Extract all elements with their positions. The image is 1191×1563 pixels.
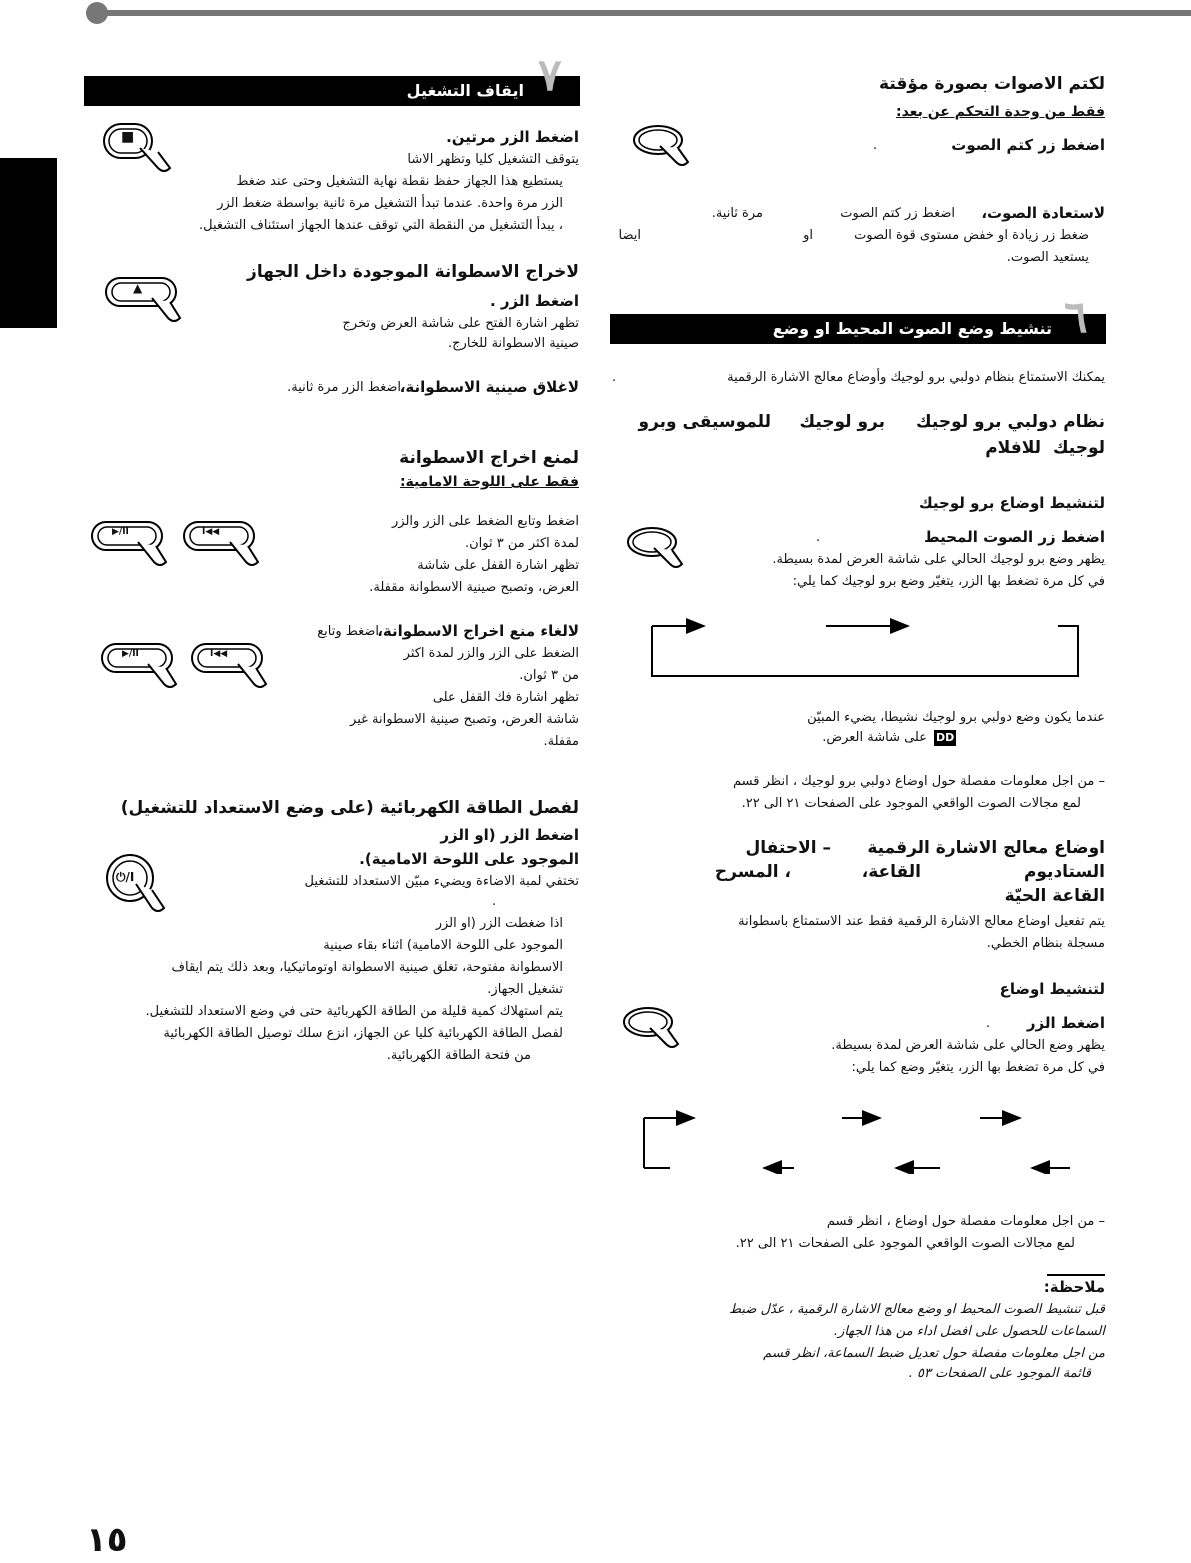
play-pause-icon: ▶/II — [112, 527, 129, 537]
dsp-line2: مسجلة بنظام الخطي. — [986, 936, 1105, 951]
sec6-intro-end: . — [612, 370, 617, 385]
eject-close-b: اضغط الزر مرة ثانية. — [287, 380, 401, 395]
top-rule — [100, 10, 1191, 16]
eject-line2: صينية الاسطوانة للخارج. — [448, 336, 579, 351]
power-finger-icon — [104, 852, 176, 924]
sec7-number: ٧ — [538, 50, 562, 101]
sec6-intro: يمكنك الاستمتاع بنظام دولبي برو لوجيك وأوضاع معالج الاشارة الرقمية — [727, 370, 1105, 385]
side-tab — [0, 158, 57, 328]
mute-remote-note: فقط من وحدة التحكم عن بعد: — [895, 104, 1105, 120]
dolby-title-1c: للموسيقى وبرو — [638, 412, 771, 432]
lock-cancel3: من ٣ ثوان. — [519, 668, 579, 683]
pl-cycle-diagram — [646, 616, 1086, 680]
eject-icon: ▲ — [133, 281, 143, 295]
pl-step-end: . — [816, 530, 821, 545]
stop-line2: يستطيع هذا الجهاز حفظ نقطة نهاية التشغيل وحتى عند ضغط — [236, 174, 563, 189]
power-step2: الموجود على اللوحة الامامية). — [359, 850, 579, 868]
pl-step: اضغط زر الصوت المحيط — [924, 528, 1105, 546]
prev-finger-icon-2 — [190, 642, 280, 698]
dsp-step-end: . — [986, 1016, 991, 1031]
mute-title: لكتم الاصوات بصورة مؤقتة — [879, 74, 1105, 94]
pl-line1: يظهر وضع برو لوجيك الحالي على شاشة العرض لمدة بسيطة. — [772, 552, 1105, 567]
eject-button — [104, 276, 194, 336]
stop-button — [102, 122, 182, 186]
note-line1: قبل تنشيط الصوت المحيط او وضع معالج الاشارة الرقمية ، عدّل ضبط — [729, 1302, 1105, 1317]
mute-step: اضغط زر كتم الصوت — [951, 136, 1105, 154]
dsp-button-icon — [620, 1004, 690, 1056]
stop-icon: ■ — [121, 129, 135, 145]
note-line3: من اجل معلومات مفصلة حول تعديل ضبط السماعة، انظر قسم — [763, 1346, 1105, 1361]
lock-cancel-b: اضغط وتابع — [317, 624, 379, 639]
pl-ref2: لمع مجالات الصوت الواقعي الموجود على الصفحات ٢١ الى ٢٢. — [741, 796, 1081, 811]
dsp-title-3: القاعة الحيّة — [1004, 886, 1105, 906]
page-number: ١٥ — [86, 1520, 128, 1560]
sec7-header — [84, 76, 580, 106]
unlock-prev-button — [190, 642, 280, 702]
dsp-line3: يظهر وضع الحالي على شاشة العرض لمدة بسيطة. — [831, 1038, 1105, 1053]
pl-line3: عندما يكون وضع دولبي برو لوجيك نشيطا، يضيء المبيّن — [807, 710, 1105, 725]
prev-icon-2: I◀◀ — [210, 649, 228, 659]
lock-prev-button — [182, 520, 272, 580]
eject-close-label: لاغلاق صينية الاسطوانة، — [399, 378, 579, 396]
eject-finger-icon — [104, 276, 194, 332]
pl-line4: على شاشة العرض. — [822, 730, 927, 745]
power-line1: تختفي لمبة الاضاءة ويضيء مبيّن الاستعداد للتشغيل — [304, 874, 579, 889]
mute-restore-line1: اضغط زر كتم الصوت — [840, 206, 955, 221]
stop-line3: الزر مرة واحدة. عندما تبدأ التشغيل مرة ثانية بواسطة ضغط الزر — [217, 196, 563, 211]
lock-play-button — [90, 520, 180, 580]
power-line5: تشغيل الجهاز. — [487, 982, 563, 997]
dsp-act-title: لتنشيط اوضاع — [999, 980, 1105, 998]
remote-button-icon — [630, 122, 700, 174]
lock-line4: العرض، وتصبح صينية الاسطوانة مقفلة. — [369, 580, 579, 595]
mute-restore-line2b: او — [803, 228, 813, 243]
power-icon: ⏻/I — [116, 870, 135, 884]
play-pause-icon-2: ▶/II — [122, 649, 139, 659]
lock-title: لمنع اخراج الاسطوانة — [399, 448, 579, 468]
lock-cancel4: تظهر اشارة فك القفل على — [432, 690, 579, 705]
pl-title: لتنشيط اوضاع برو لوجيك — [918, 494, 1105, 512]
play-finger-icon — [90, 520, 180, 576]
mute-restore-line2: ضغط زر زيادة او خفض مستوى قوة الصوت — [854, 228, 1089, 243]
dsp-ref1: – من اجل معلومات مفصلة حول اوضاع ، انظر قسم — [826, 1214, 1105, 1229]
dsp-line4: في كل مرة تضغط بها الزر، يتغيّر وضع كما يلي: — [851, 1060, 1105, 1075]
stop-step: اضغط الزر مرتين. — [446, 128, 579, 146]
lock-cancel-label: لالغاء منع اخراج الاسطوانة، — [377, 622, 579, 640]
lock-cancel5: شاشة العرض، وتصبح صينية الاسطوانة غير — [350, 712, 579, 727]
dsp-title-2c: ، المسرح — [714, 862, 791, 882]
dolby-title-2b: للافلام — [985, 438, 1041, 458]
dolby-title-1: نظام دولبي برو لوجيك — [916, 412, 1105, 432]
power-line8: من فتحة الطاقة الكهربائية. — [386, 1048, 531, 1063]
sec6-header — [610, 314, 1106, 344]
eject-line1: تظهر اشارة الفتح على شاشة العرض وتخرج — [342, 316, 579, 331]
eject-step: اضغط الزر . — [489, 292, 579, 310]
dsp-line1: يتم تفعيل اوضاع معالج الاشارة الرقمية فقط عند الاستمتاع باسطوانة — [738, 914, 1105, 929]
power-title: لفصل الطاقة الكهربائية (على وضع الاستعداد للتشغيل) — [120, 798, 579, 818]
sec6-number: ٦ — [1064, 292, 1088, 343]
note-line2: السماعات للحصول على افضل اداء من هذا الجهاز. — [833, 1324, 1105, 1339]
dsp-title-2b: القاعة، — [861, 862, 921, 882]
eject-title: لاخراج الاسطوانة الموجودة داخل الجهاز — [247, 262, 579, 282]
sec6-title: تنشيط وضع الصوت المحيط او وضع — [772, 319, 1052, 338]
unlock-play-button — [100, 642, 190, 702]
lock-front: فقط على اللوحة الامامية: — [399, 474, 579, 490]
power-line4: الاسطوانة مفتوحة، تغلق صينية الاسطوانة اوتوماتيكيا، وبعد ذلك يتم ايقاف — [171, 960, 563, 975]
pl-ref1: – من اجل معلومات مفصلة حول اوضاع دولبي برو لوجيك ، انظر قسم — [733, 774, 1105, 789]
mute-restore-line2c: ايضا — [618, 228, 641, 243]
dsp-step: اضغط الزر — [1026, 1014, 1105, 1032]
power-step1: اضغط الزر (او الزر — [440, 826, 579, 844]
dsp-title-2a: الستاديوم — [1023, 862, 1105, 882]
play-finger-icon-2 — [100, 642, 190, 698]
power-line7: لفصل الطاقة الكهربائية كليا عن الجهاز، انزع سلك توصيل الطاقة الكهربائية — [163, 1026, 563, 1041]
stop-line1: يتوقف التشغيل كليا وتظهر الاشا — [407, 152, 579, 167]
stop-line4: ، يبدأ التشغيل من النقطة التي توقف عندها الجهاز استئناف التشغيل. — [198, 218, 563, 233]
stop-finger-icon — [102, 122, 182, 182]
surround-button-icon — [624, 524, 694, 576]
dsp-title-1a: اوضاع معالج الاشارة الرقمية — [867, 838, 1105, 858]
mute-step-end: . — [873, 138, 878, 153]
sec7-title: ايقاف التشغيل — [406, 81, 524, 100]
note-title: ملاحظة: — [1047, 1274, 1105, 1298]
mute-restore-line3: يستعيد الصوت. — [1006, 250, 1089, 265]
dolby-title-1b: برو لوجيك — [799, 412, 885, 432]
mute-restore-line1b: مرة ثانية. — [711, 206, 763, 221]
dsp-cycle-diagram — [640, 1110, 1080, 1174]
mute-restore-label: لاستعادة الصوت، — [981, 204, 1105, 222]
prev-finger-icon — [182, 520, 272, 576]
lock-cancel6: مقفلة. — [543, 734, 579, 749]
lock-line2: لمدة اكثر من ٣ ثوان. — [464, 536, 579, 551]
power-line3: الموجود على اللوحة الامامية) اثناء بقاء صينية — [323, 938, 563, 953]
power-line1b: . — [492, 894, 497, 909]
dolby-title-2: لوجيك — [1052, 438, 1105, 458]
dsp-title-1b: – الاحتفال — [745, 838, 831, 858]
note-line4: قائمة الموجود على الصفحات ٥٣ . — [908, 1366, 1091, 1381]
prev-icon: I◀◀ — [202, 527, 220, 537]
lock-cancel2: الضغط على الزر والزر لمدة اكثر — [403, 646, 579, 661]
power-line2: اذا ضغطت الزر (او الزر — [435, 916, 563, 931]
dsp-ref2: لمع مجالات الصوت الواقعي الموجود على الصفحات ٢١ الى ٢٢. — [735, 1236, 1075, 1251]
lock-line1: اضغط وتابع الضغط على الزر والزر — [392, 514, 579, 529]
power-line6: يتم استهلاك كمية قليلة من الطاقة الكهربائية حتى في وضع الاستعداد للتشغيل. — [145, 1004, 563, 1019]
lock-line3: تظهر اشارة القفل على شاشة — [417, 558, 579, 573]
power-button — [104, 852, 176, 928]
pl-line2: في كل مرة تضغط بها الزر، يتغيّر وضع برو لوجيك كما يلي: — [792, 574, 1105, 589]
dolby-icon: DD — [936, 731, 955, 744]
